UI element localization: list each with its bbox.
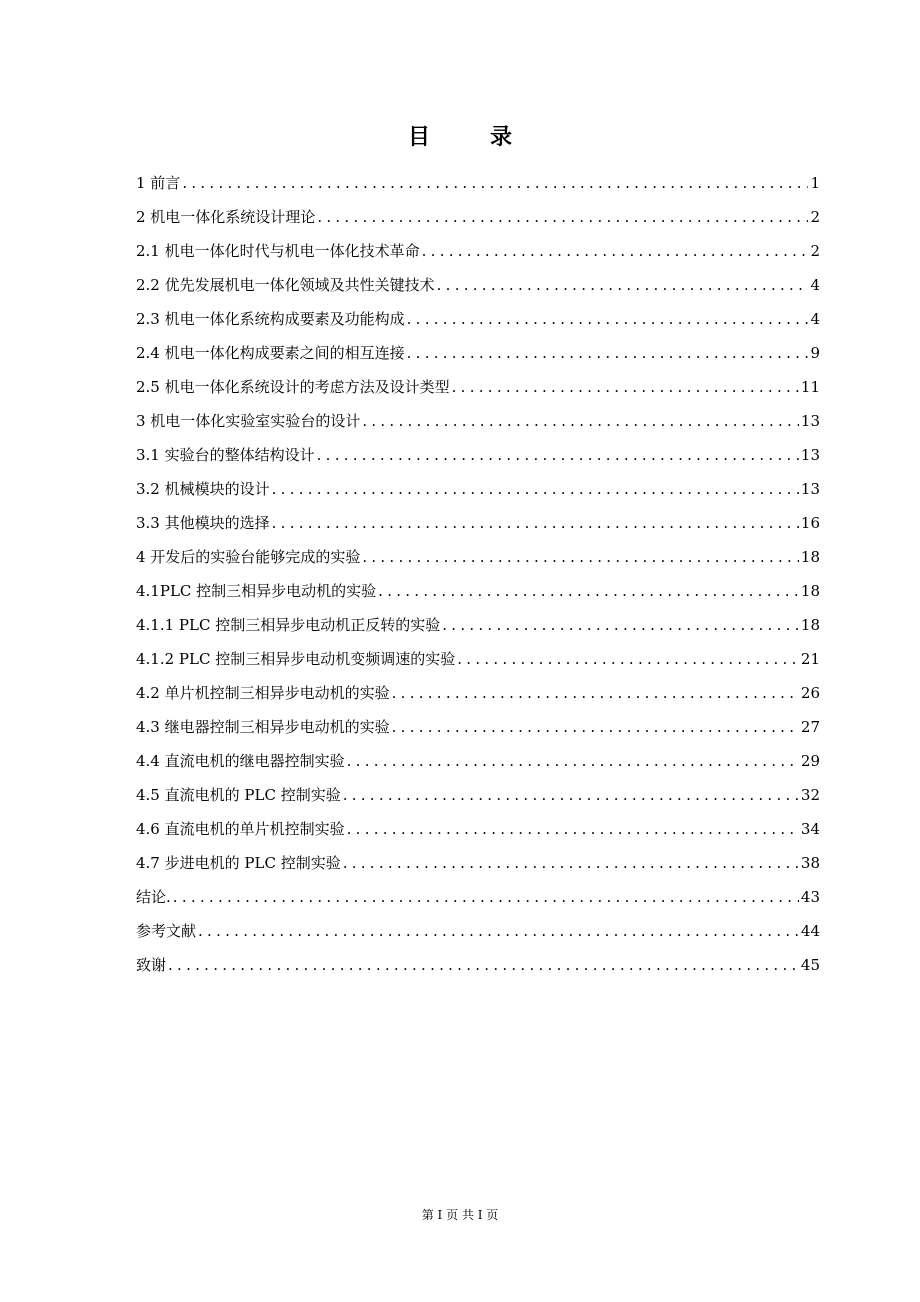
- toc-entry-page-number: 27: [800, 718, 820, 736]
- toc-entry[interactable]: [136, 948, 820, 982]
- toc-entry[interactable]: [136, 642, 820, 676]
- toc-entry[interactable]: [136, 336, 820, 370]
- toc-entry-page-number: 13: [800, 412, 820, 430]
- toc-entry-label: 结论.: [136, 888, 171, 906]
- toc-entry-page-number: 11: [800, 378, 820, 396]
- toc-entry[interactable]: [136, 846, 820, 880]
- toc-entry-label: 4.3 继电器控制三相异步电动机的实验: [136, 718, 390, 736]
- toc-entry-page-number: 2: [810, 242, 820, 260]
- toc-entry-label: 4.6 直流电机的单片机控制实验: [136, 820, 345, 838]
- toc-entry-page-number: 44: [800, 922, 820, 940]
- toc-entry[interactable]: [136, 268, 820, 302]
- toc-entry-page-number: 21: [800, 650, 820, 668]
- toc-entry[interactable]: [136, 472, 820, 506]
- toc-entry-label: 3.3 其他模块的选择: [136, 514, 270, 532]
- toc-entry-label: 1 前言: [136, 174, 181, 192]
- toc-entry-label: 3.1 实验台的整体结构设计: [136, 446, 315, 464]
- toc-entry-page-number: 45: [800, 956, 820, 974]
- page-footer: 第 I 页 共 I 页: [421, 1208, 499, 1222]
- toc-entry-label: 致谢: [136, 956, 167, 974]
- toc-entry-page-number: 2: [810, 208, 820, 226]
- toc-entry[interactable]: [136, 438, 820, 472]
- toc-dot-leader: [343, 846, 799, 880]
- toc-entry-label: 3.2 机械模块的设计: [136, 480, 270, 498]
- toc-entry-label: 4.2 单片机控制三相异步电动机的实验: [136, 684, 390, 702]
- toc-entry-label: 4.1.1 PLC 控制三相异步电动机正反转的实验: [136, 616, 441, 634]
- toc-entry-page-number: 34: [800, 820, 820, 838]
- toc-entry[interactable]: [136, 506, 820, 540]
- toc-entry[interactable]: [136, 778, 820, 812]
- toc-dot-leader: [362, 540, 799, 574]
- toc-entry-page-number: 9: [810, 344, 820, 362]
- toc-entry-label: 参考文献: [136, 922, 197, 940]
- toc-dot-leader: [362, 404, 799, 438]
- toc-dot-leader: [317, 438, 799, 472]
- toc-entry[interactable]: [136, 370, 820, 404]
- toc-dot-leader: [378, 574, 799, 608]
- toc-entry-label: 4.1.2 PLC 控制三相异步电动机变频调速的实验: [136, 650, 456, 668]
- toc-entry-page-number: 29: [800, 752, 820, 770]
- toc-entry-page-number: 38: [800, 854, 820, 872]
- toc-dot-leader: [343, 778, 799, 812]
- toc-dot-leader: [407, 336, 809, 370]
- toc-entry[interactable]: [136, 302, 820, 336]
- toc-entry-label: 2.4 机电一体化构成要素之间的相互连接: [136, 344, 405, 362]
- toc-entry-label: 2.2 优先发展机电一体化领域及共性关键技术: [136, 276, 435, 294]
- toc-entry-page-number: 16: [800, 514, 820, 532]
- toc-entry-page-number: 26: [800, 684, 820, 702]
- toc-entry[interactable]: [136, 914, 820, 948]
- toc-dot-leader: [182, 166, 808, 200]
- toc-entry-label: 4.7 步进电机的 PLC 控制实验: [136, 854, 341, 872]
- toc-dot-leader: [452, 370, 799, 404]
- toc-entry-label: 4 开发后的实验台能够完成的实验: [136, 548, 361, 566]
- page-title-part2: 录: [490, 124, 513, 150]
- toc-entry[interactable]: [136, 166, 820, 200]
- toc-dot-leader: [272, 506, 799, 540]
- toc-entry-page-number: 18: [800, 616, 820, 634]
- toc-dot-leader: [272, 472, 799, 506]
- toc-entry-page-number: 18: [800, 582, 820, 600]
- toc-dot-leader: [347, 744, 799, 778]
- toc-entry-page-number: 4: [810, 276, 820, 294]
- toc-entry-page-number: 43: [800, 888, 820, 906]
- toc-entry-page-number: 18: [800, 548, 820, 566]
- toc-dot-leader: [442, 608, 799, 642]
- toc-dot-leader: [457, 642, 799, 676]
- toc-entry-label: 3 机电一体化实验室实验台的设计: [136, 412, 361, 430]
- toc-entry-label: 4.5 直流电机的 PLC 控制实验: [136, 786, 341, 804]
- toc-entry-page-number: 13: [800, 446, 820, 464]
- toc-dot-leader: [422, 234, 809, 268]
- toc-entry-label: 2.1 机电一体化时代与机电一体化技术革命: [136, 242, 420, 260]
- toc-entry[interactable]: [136, 540, 820, 574]
- page-title: [0, 120, 920, 151]
- toc-entry-page-number: 1: [810, 174, 820, 192]
- toc-entry[interactable]: [136, 404, 820, 438]
- toc-dot-leader: [347, 812, 799, 846]
- toc-entry[interactable]: [136, 200, 820, 234]
- table-of-contents: [136, 166, 820, 982]
- toc-entry-label: 4.1PLC 控制三相异步电动机的实验: [136, 582, 377, 600]
- toc-entry[interactable]: [136, 574, 820, 608]
- toc-entry[interactable]: [136, 676, 820, 710]
- toc-dot-leader: [317, 200, 808, 234]
- toc-entry-label: 2.3 机电一体化系统构成要素及功能构成: [136, 310, 405, 328]
- toc-entry[interactable]: [136, 234, 820, 268]
- toc-entry-page-number: 13: [800, 480, 820, 498]
- toc-dot-leader: [168, 948, 799, 982]
- toc-entry-label: 2.5 机电一体化系统设计的考虑方法及设计类型: [136, 378, 450, 396]
- toc-entry-label: 4.4 直流电机的继电器控制实验: [136, 752, 345, 770]
- toc-entry-page-number: 4: [810, 310, 820, 328]
- toc-dot-leader: [392, 676, 799, 710]
- toc-dot-leader: [173, 880, 799, 914]
- toc-entry[interactable]: [136, 608, 820, 642]
- toc-dot-leader: [198, 914, 799, 948]
- toc-entry[interactable]: [136, 744, 820, 778]
- toc-entry[interactable]: [136, 710, 820, 744]
- toc-entry-label: 2 机电一体化系统设计理论: [136, 208, 316, 226]
- toc-dot-leader: [392, 710, 799, 744]
- page-title-part1: 目: [407, 124, 430, 150]
- toc-dot-leader: [437, 268, 809, 302]
- toc-dot-leader: [407, 302, 809, 336]
- toc-entry[interactable]: [136, 812, 820, 846]
- toc-entry[interactable]: [136, 880, 820, 914]
- toc-entry-page-number: 32: [800, 786, 820, 804]
